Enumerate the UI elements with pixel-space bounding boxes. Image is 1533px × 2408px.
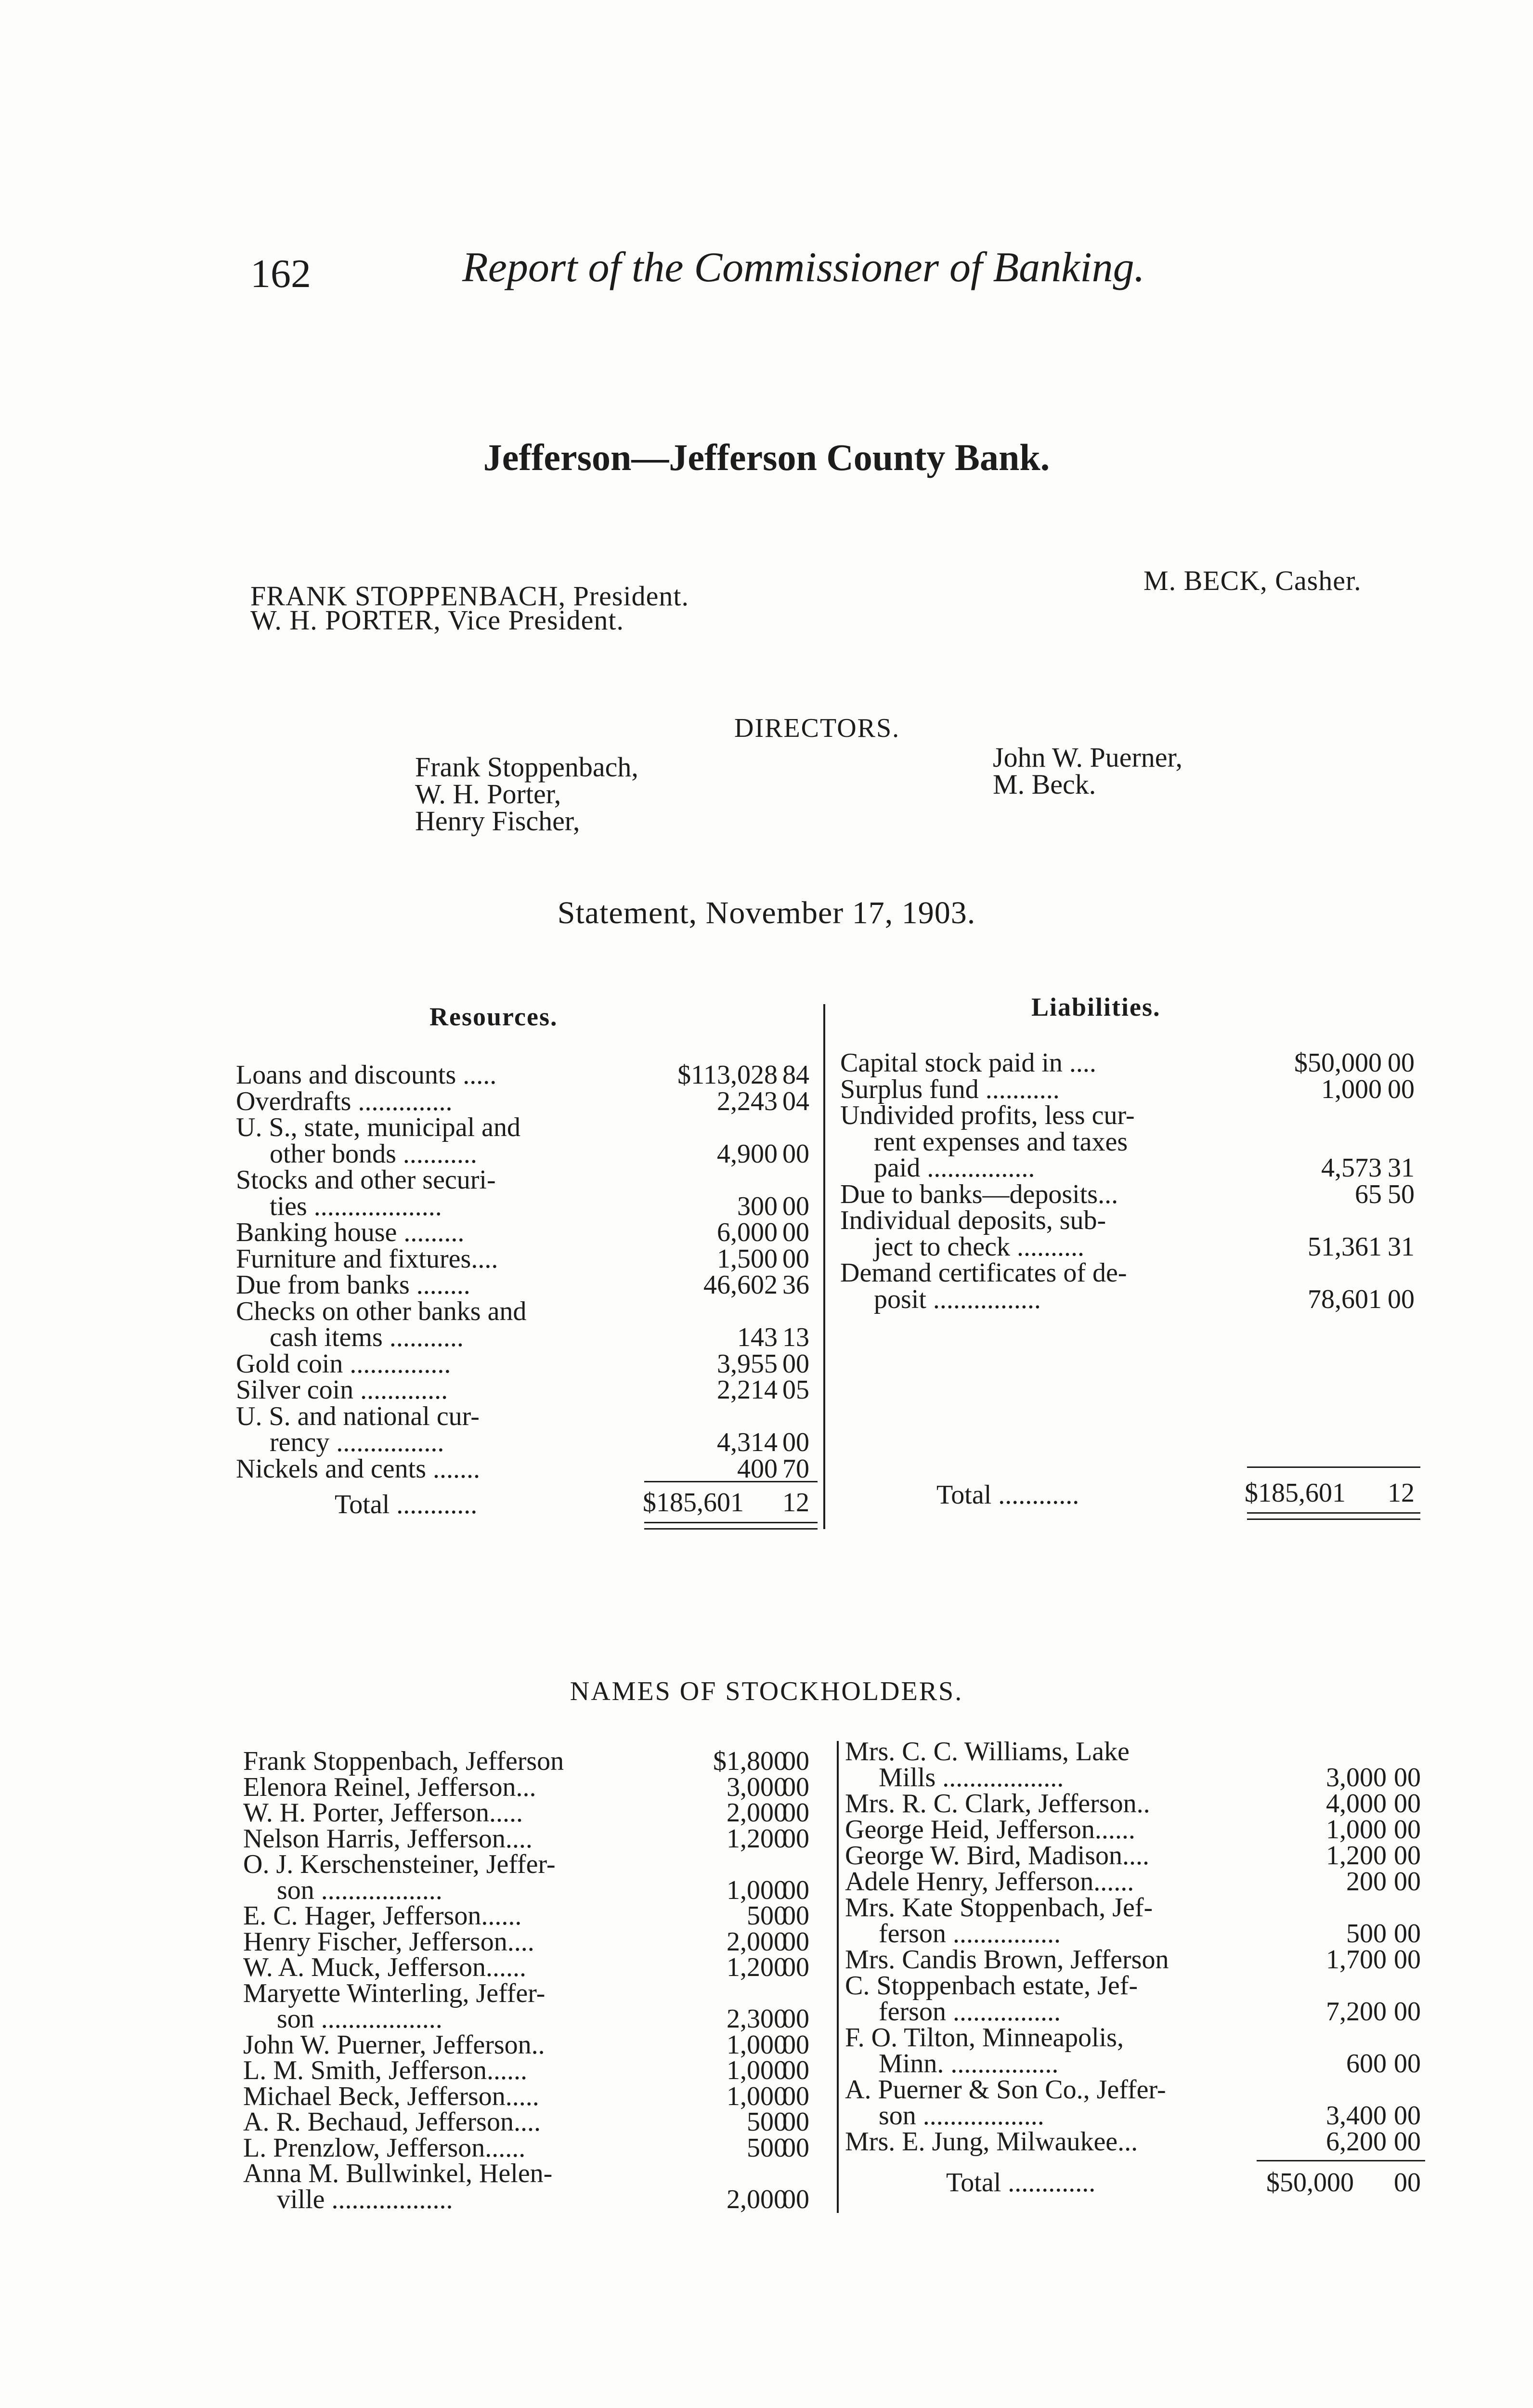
row-amount: 500: [747, 1901, 787, 1931]
stockholders-total-rule: [1257, 2160, 1425, 2161]
row-label: Demand certificates of de-: [840, 1258, 1127, 1288]
table-row: [243, 1900, 833, 1931]
table-row: [845, 2100, 1428, 2131]
row-cents: 00: [782, 1139, 809, 1169]
table-row: [236, 1165, 821, 1195]
table-row: [236, 1374, 821, 1405]
row-cents: 00: [782, 2029, 809, 2060]
liabilities-total-cents: 12: [1388, 1478, 1415, 1508]
table-row: [236, 1086, 821, 1116]
row-amount: 500: [747, 2133, 787, 2163]
row-cents: 13: [782, 1322, 809, 1352]
row-amount: 1,000: [1321, 1074, 1382, 1104]
row-label: Mrs. R. C. Clark, Jefferson..: [845, 1789, 1150, 1819]
row-amount: 2,000: [727, 1798, 787, 1828]
row-amount: 4,900: [717, 1139, 778, 1169]
table-row: [845, 2074, 1428, 2105]
row-amount: 1,000: [1326, 1815, 1387, 1845]
row-amount: 600: [1346, 2049, 1387, 2079]
table-row: [840, 1284, 1423, 1314]
row-label: son ..................: [277, 1875, 442, 1905]
row-label: Nelson Harris, Jefferson....: [243, 1823, 533, 1854]
table-row: [243, 1746, 833, 1776]
row-amount: 65: [1355, 1179, 1382, 1209]
table-row: [840, 1231, 1423, 1262]
row-label: Overdrafts ..............: [236, 1086, 453, 1116]
table-row: [845, 1866, 1428, 1897]
row-label: F. O. Tilton, Minneapolis,: [845, 2023, 1124, 2053]
table-row: [243, 2184, 833, 2214]
stockholders-total-value: $50,000: [1266, 2168, 1354, 2198]
row-cents: 00: [1394, 1919, 1421, 1949]
row-label: A. R. Bechaud, Jefferson....: [243, 2107, 541, 2137]
table-row: [236, 1191, 821, 1221]
row-cents: 70: [782, 1453, 809, 1484]
row-label: ferson ................: [879, 1997, 1061, 2027]
row-amount: 2,214: [717, 1375, 778, 1405]
row-label: Loans and discounts .....: [236, 1060, 497, 1090]
row-cents: 00: [782, 1901, 809, 1931]
row-cents: 00: [782, 2107, 809, 2137]
row-label: U. S., state, municipal and: [236, 1112, 521, 1142]
row-cents: 00: [782, 1191, 809, 1221]
row-label: George W. Bird, Madison....: [845, 1841, 1150, 1871]
row-amount: 1,200: [727, 1952, 787, 1982]
table-row: [243, 2029, 833, 2060]
officer-vice-president: W. H. PORTER, Vice President.: [250, 604, 624, 636]
row-cents: 00: [1394, 1763, 1421, 1793]
row-label: son ..................: [879, 2101, 1044, 2131]
row-amount: $1,800: [713, 1746, 787, 1776]
row-label: Mills ..................: [879, 1763, 1064, 1793]
row-cents: 50: [1388, 1179, 1415, 1209]
table-row: [840, 1126, 1423, 1157]
row-amount: $50,000: [1294, 1048, 1382, 1078]
row-label: rency ................: [270, 1427, 444, 1457]
row-cents: 00: [782, 1875, 809, 1905]
table-row: [845, 2022, 1428, 2053]
table-row: [243, 1952, 833, 1982]
table-row: [243, 1849, 833, 1879]
row-label: ferson ................: [879, 1919, 1061, 1949]
row-label: L. M. Smith, Jefferson......: [243, 2055, 528, 2085]
row-label: John W. Puerner, Jefferson..: [243, 2029, 545, 2060]
table-row: [243, 1978, 833, 2008]
row-label: W. A. Muck, Jefferson......: [243, 1952, 526, 1982]
table-row: [845, 2126, 1428, 2157]
row-amount: 51,361: [1308, 1231, 1382, 1262]
row-label: other bonds ...........: [270, 1139, 477, 1169]
row-label: Individual deposits, sub-: [840, 1205, 1106, 1235]
table-row: [243, 2158, 833, 2188]
row-cents: 00: [782, 1348, 809, 1379]
row-cents: 00: [1394, 1815, 1421, 1845]
table-row: [243, 2003, 833, 2034]
table-row: [243, 2133, 833, 2163]
officer-cashier: M. BECK, Casher.: [1143, 565, 1362, 596]
row-label: Undivided profits, less cur-: [840, 1100, 1135, 1130]
table-row: [845, 2048, 1428, 2079]
row-label: O. J. Kerschensteiner, Jeffer-: [243, 1849, 556, 1879]
row-amount: 4,573: [1321, 1153, 1382, 1183]
row-cents: 00: [1394, 2101, 1421, 2131]
resources-table: [236, 1060, 821, 1484]
row-amount: 200: [1346, 1867, 1387, 1897]
table-row: [845, 1944, 1428, 1975]
row-label: cash items ...........: [270, 1322, 464, 1352]
liabilities-total-rule: [1247, 1466, 1420, 1468]
row-cents: 00: [1388, 1048, 1415, 1078]
row-label: C. Stoppenbach estate, Jef-: [845, 1971, 1138, 2001]
row-label: Nickels and cents .......: [236, 1453, 480, 1484]
table-row: [243, 1772, 833, 1802]
row-label: ties ...................: [270, 1191, 442, 1221]
row-amount: 3,000: [727, 1772, 787, 1802]
row-amount: $113,028: [677, 1060, 778, 1090]
table-row: [840, 1047, 1423, 1078]
row-cents: 04: [782, 1086, 809, 1116]
row-label: paid ................: [874, 1153, 1035, 1183]
row-cents: 00: [1394, 1997, 1421, 2027]
row-cents: 00: [782, 2184, 809, 2214]
row-amount: 2,243: [717, 1086, 778, 1116]
row-label: son ..................: [277, 2004, 442, 2034]
row-amount: 1,000: [727, 1875, 787, 1905]
row-cents: 00: [1394, 2127, 1421, 2157]
row-amount: 2,000: [727, 1926, 787, 1957]
resources-heading: Resources.: [429, 1002, 558, 1031]
row-amount: 7,200: [1326, 1997, 1387, 2027]
row-label: Due to banks—deposits...: [840, 1179, 1118, 1209]
row-amount: 1,200: [727, 1823, 787, 1854]
table-row: [845, 1996, 1428, 2027]
row-cents: 00: [782, 1926, 809, 1957]
table-row: [840, 1179, 1423, 1209]
row-cents: 00: [782, 1798, 809, 1828]
row-cents: 00: [782, 1746, 809, 1776]
row-label: Adele Henry, Jefferson......: [845, 1867, 1134, 1897]
directors-right: [993, 744, 1182, 798]
resources-total-double-rule: [644, 1522, 818, 1530]
table-row: [845, 1762, 1428, 1793]
table-row: [236, 1060, 821, 1090]
bank-title: Jefferson—Jefferson County Bank.: [483, 436, 1050, 478]
row-label: George Heid, Jefferson......: [845, 1815, 1135, 1845]
row-label: ject to check ..........: [874, 1231, 1084, 1262]
row-amount: 1,000: [727, 2029, 787, 2060]
statement-title: Statement, November 17, 1903.: [557, 895, 976, 930]
director-name: M. Beck.: [993, 769, 1096, 800]
table-row: [236, 1401, 821, 1431]
table-row: [236, 1427, 821, 1457]
table-row: [236, 1243, 821, 1274]
row-cents: 84: [782, 1060, 809, 1090]
row-amount: 4,000: [1326, 1789, 1387, 1819]
table-row: [243, 1875, 833, 1905]
row-amount: 500: [747, 2107, 787, 2137]
table-row: [243, 2055, 833, 2085]
row-cents: 00: [782, 1217, 809, 1247]
table-row: [236, 1453, 821, 1484]
table-row: [840, 1257, 1423, 1288]
table-row: [840, 1100, 1423, 1130]
director-name: John W. Puerner,: [993, 742, 1182, 773]
table-row: [243, 2107, 833, 2137]
row-label: Mrs. Kate Stoppenbach, Jef-: [845, 1893, 1153, 1923]
row-cents: 00: [1388, 1284, 1415, 1314]
row-label: Mrs. C. C. Williams, Lake: [845, 1737, 1130, 1767]
table-row: [243, 2081, 833, 2111]
row-label: Anna M. Bullwinkel, Helen-: [243, 2159, 553, 2188]
resources-total-rule: [644, 1481, 818, 1482]
row-label: Furniture and fixtures....: [236, 1243, 498, 1274]
stockholders-divider: [837, 1741, 839, 2213]
row-label: Capital stock paid in ....: [840, 1048, 1096, 1078]
stockholders-heading: NAMES OF STOCKHOLDERS.: [570, 1676, 963, 1706]
row-label: Stocks and other securi-: [236, 1165, 496, 1195]
table-row: [845, 1814, 1428, 1845]
director-name: W. H. Porter,: [415, 778, 561, 810]
row-cents: 00: [1394, 2049, 1421, 2079]
row-cents: 00: [782, 1823, 809, 1854]
row-amount: 1,000: [727, 2081, 787, 2111]
row-amount: 400: [737, 1453, 778, 1484]
table-row: [845, 1736, 1428, 1767]
liabilities-table: [840, 1047, 1423, 1314]
table-row: [845, 1788, 1428, 1819]
row-label: ville ..................: [277, 2184, 453, 2214]
row-amount: 78,601: [1308, 1284, 1382, 1314]
stockholders-total-cents: 00: [1394, 2168, 1421, 2198]
row-amount: 2,300: [727, 2004, 787, 2034]
row-cents: 00: [782, 2055, 809, 2085]
liabilities-total-label: Total ............: [936, 1480, 1079, 1510]
table-row: [236, 1112, 821, 1142]
officer-president: FRANK STOPPENBACH, President.: [250, 580, 689, 612]
resources-total-label: Total ............: [335, 1490, 478, 1519]
table-row: [845, 1918, 1428, 1949]
row-amount: 6,000: [717, 1217, 778, 1247]
table-row: [243, 1823, 833, 1854]
row-label: Elenora Reinel, Jefferson...: [243, 1772, 536, 1802]
row-label: Banking house .........: [236, 1217, 465, 1247]
row-label: Frank Stoppenbach, Jefferson: [243, 1746, 564, 1776]
row-amount: 500: [1346, 1919, 1387, 1949]
row-cents: 00: [1394, 1945, 1421, 1975]
row-label: Due from banks ........: [236, 1270, 470, 1300]
row-cents: 00: [1394, 1789, 1421, 1819]
table-row: [236, 1296, 821, 1326]
row-cents: 00: [782, 1772, 809, 1802]
row-amount: 6,200: [1326, 2127, 1387, 2157]
stockholders-total-label: Total .............: [946, 2168, 1096, 2198]
row-label: Silver coin .............: [236, 1375, 448, 1405]
row-cents: 31: [1388, 1231, 1415, 1262]
row-label: U. S. and national cur-: [236, 1401, 480, 1431]
row-label: rent expenses and taxes: [874, 1126, 1128, 1157]
row-cents: 00: [782, 2081, 809, 2111]
liabilities-heading: Liabilities.: [1031, 993, 1161, 1021]
row-cents: 36: [782, 1270, 809, 1300]
row-label: posit ................: [874, 1284, 1041, 1314]
running-head: Report of the Commissioner of Banking.: [462, 244, 1145, 291]
resources-total-value: $185,601: [643, 1488, 744, 1518]
row-cents: 00: [782, 2004, 809, 2034]
table-row: [243, 1797, 833, 1828]
liabilities-total-value: $185,601: [1245, 1478, 1346, 1508]
row-label: Michael Beck, Jefferson.....: [243, 2081, 539, 2111]
row-cents: 00: [782, 1427, 809, 1457]
row-label: Maryette Winterling, Jeffer-: [243, 1978, 546, 2008]
table-row: [236, 1217, 821, 1247]
row-amount: 143: [737, 1322, 778, 1352]
table-row: [845, 1840, 1428, 1871]
table-row: [845, 1970, 1428, 2001]
row-amount: 3,000: [1326, 1763, 1387, 1793]
row-label: W. H. Porter, Jefferson.....: [243, 1798, 523, 1828]
row-amount: 3,400: [1326, 2101, 1387, 2131]
table-row: [243, 1926, 833, 1957]
row-amount: 3,955: [717, 1348, 778, 1379]
row-amount: 2,000: [727, 2184, 787, 2214]
row-label: E. C. Hager, Jefferson......: [243, 1901, 522, 1931]
row-label: A. Puerner & Son Co., Jeffer-: [845, 2075, 1166, 2105]
resources-total-cents: 12: [782, 1488, 809, 1518]
row-label: Mrs. E. Jung, Milwaukee...: [845, 2127, 1138, 2157]
row-amount: 46,602: [703, 1270, 778, 1300]
row-amount: 1,000: [727, 2055, 787, 2085]
stockholders-right-table: [845, 1736, 1428, 2157]
table-row: [840, 1074, 1423, 1104]
row-amount: 1,200: [1326, 1841, 1387, 1871]
row-label: Henry Fischer, Jefferson....: [243, 1926, 534, 1957]
table-row: [236, 1139, 821, 1169]
row-label: Mrs. Candis Brown, Jefferson: [845, 1945, 1169, 1975]
row-cents: 00: [1394, 1867, 1421, 1897]
table-row: [236, 1322, 821, 1352]
row-label: Gold coin ...............: [236, 1348, 451, 1379]
row-cents: 00: [782, 2133, 809, 2163]
table-row: [840, 1152, 1423, 1183]
row-cents: 00: [782, 1243, 809, 1274]
directors-left: [415, 751, 638, 837]
row-cents: 05: [782, 1375, 809, 1405]
row-amount: 1,500: [717, 1243, 778, 1274]
row-amount: 300: [737, 1191, 778, 1221]
column-divider: [823, 1004, 825, 1529]
director-name: Henry Fischer,: [415, 805, 580, 837]
table-row: [236, 1348, 821, 1379]
row-label: Surplus fund ...........: [840, 1074, 1060, 1104]
row-cents: 31: [1388, 1153, 1415, 1183]
row-label: Minn. ................: [879, 2049, 1059, 2079]
table-row: [236, 1269, 821, 1300]
row-amount: 4,314: [717, 1427, 778, 1457]
director-name: Frank Stoppenbach,: [415, 751, 638, 783]
table-row: [840, 1205, 1423, 1235]
row-label: L. Prenzlow, Jefferson......: [243, 2133, 526, 2163]
row-cents: 00: [1388, 1074, 1415, 1104]
row-cents: 00: [782, 1952, 809, 1982]
directors-heading: DIRECTORS.: [734, 713, 900, 743]
page-number: 162: [250, 251, 311, 296]
table-row: [845, 1892, 1428, 1923]
row-cents: 00: [1394, 1841, 1421, 1871]
stockholders-left-table: [243, 1746, 833, 2214]
row-label: Checks on other banks and: [236, 1296, 527, 1326]
row-amount: 1,700: [1326, 1945, 1387, 1975]
liabilities-total-double-rule: [1247, 1512, 1420, 1520]
